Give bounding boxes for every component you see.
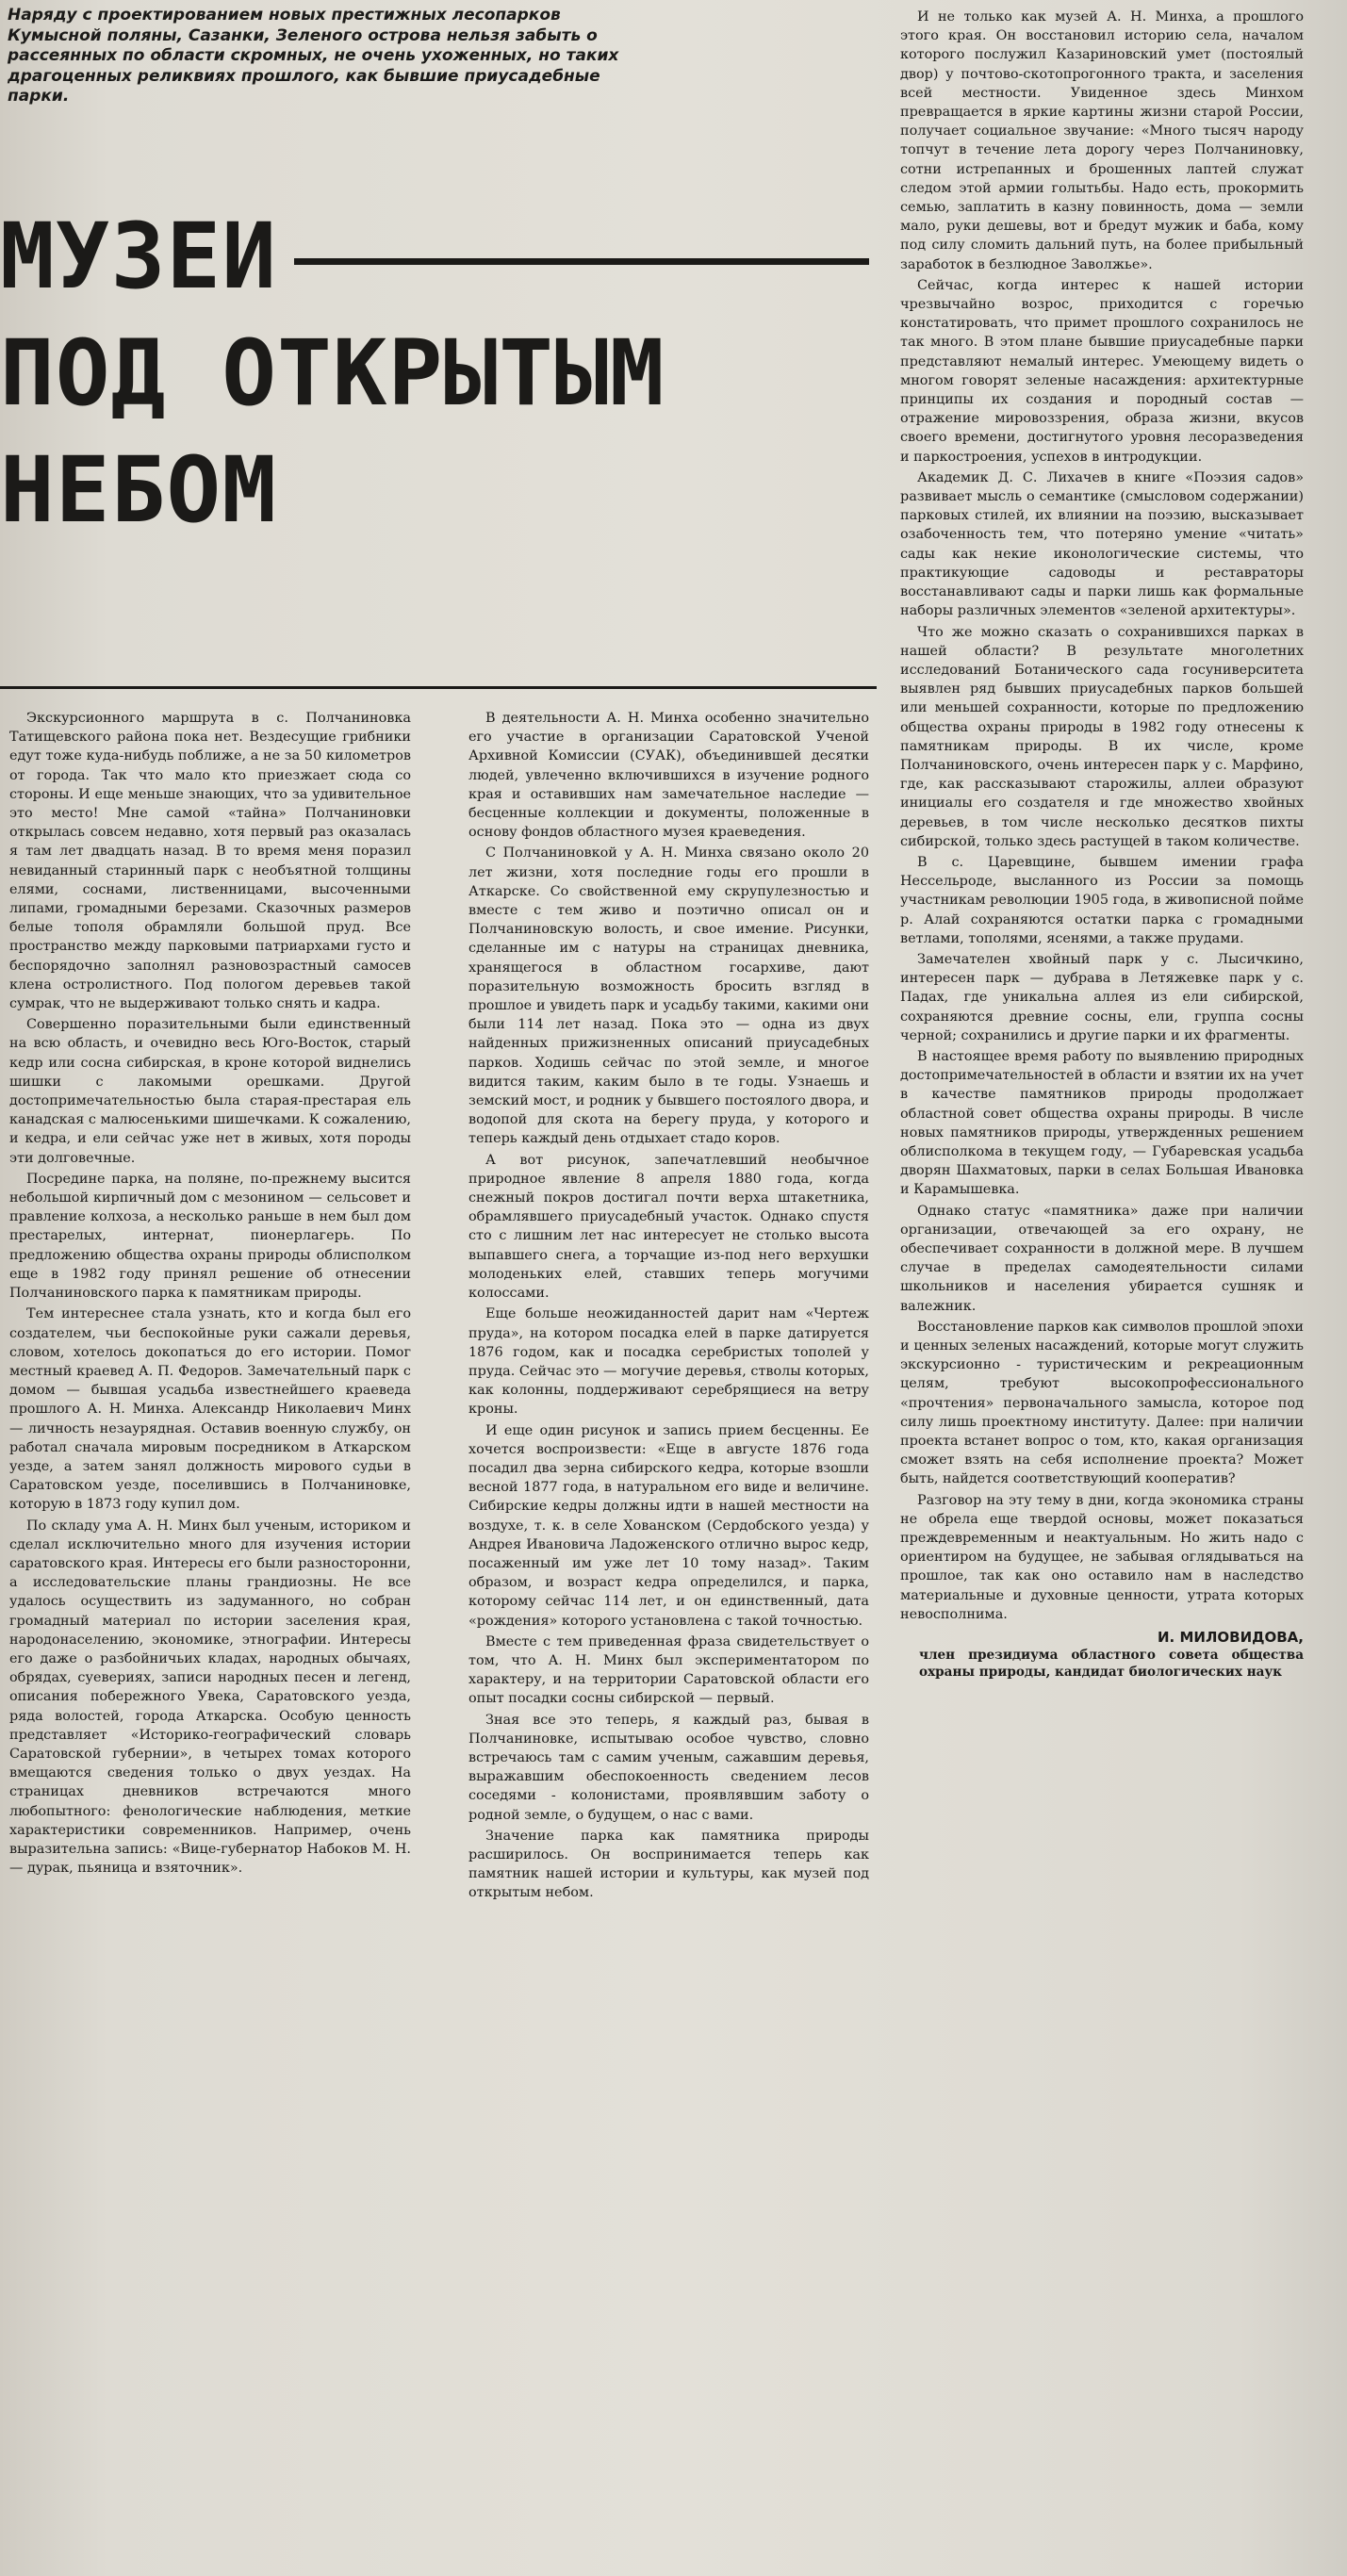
col2-paragraph: Еще больше неожиданностей дарит нам «Чертеж пруда», на котором посадка елей в парке датируется 1876 годом, как и посадка серебристых тополей у пруда. Сейчас это — могучие деревья, стволы которых, как колонны, поддерживают серебрящиеся на ветру кроны. xyxy=(468,1306,869,1418)
col3-paragraph: Академик Д. С. Лихачев в книге «Поэзия садов» развивает мысль о семантике (смысловом содержании) парковых стилей, их влиянии на поэзию, высказывает озабоченность тем, что потеряно умение «читать» сады как некие иконологические системы, что практикующие садоводы и реставраторы восстанавливают сады и парки лишь как формальные наборы различных элементов «зеленой архитектуры». xyxy=(900,469,1304,619)
headline-word-museums: МУЗЕИ xyxy=(0,204,277,309)
headline xyxy=(0,198,877,549)
col3-paragraph: И не только как музей А. Н. Минха, а прошлого этого края. Он восстановил историю села, началом которого послужил Казариновский умет (постоялый двор) у почтово-скотопрогонного тракта, и заселения всей местности. Увиденное здесь Минхом превращается в яркие картины жизни старой России, получает социальное звучание: «Много тысяч народу топчут в течение лета дорогу через Полчаниновку, сотни истрепанных и брошенных лаптей служат следом этой армии голытьбы. Надо есть, прокормить семью, заплатить в казну повинность, дома — земли мало, руки дешевы, вот и бредут мужик и баба, кому под силу сломить дальний путь, на более прибыльный заработок в безлюдное Заволжье». xyxy=(900,9,1304,272)
col2-paragraph: Значение парка как памятника природы расширилось. Он воспринимается теперь как памятник нашей истории и культуры, как музей под открытым небом. xyxy=(468,1828,869,1901)
author-name: И. МИЛОВИДОВА, xyxy=(1157,1629,1304,1647)
lead-paragraph: Наряду с проектированием новых престижных лесопарков Кумысной поляны, Сазанки, Зеленого острова нельзя забыть о рассеянных по области скромных, не очень ухоженных, но таких драгоценных реликвиях прошлого, как бывшие приусадебные парки. xyxy=(8,6,619,106)
col3-paragraph: Замечателен хвойный парк у с. Лысичкино, интересен парк — дубрава в Летяжевке парк у с. Падах, где уникальна аллея из ели сибирской, сохраняются древние сосны, ели, группа сосны черной; сохранились и другие парки и их фрагменты. xyxy=(900,951,1304,1043)
column-1 xyxy=(9,709,411,2556)
column-3 xyxy=(900,8,1304,2556)
col1-paragraph: Совершенно поразительными были единственный на всю область, и очевидно весь Юго-Восток, старый кедр или сосна сибирская, в кроне которой виднелись шишки с лакомыми орешками. Другой достопримечательностью была старая-престарая ель канадская с малюсенькими шишечками. К сожалению, и кедра, и ели сейчас уже нет в живых, хотя породы эти долговечные. xyxy=(9,1017,411,1166)
col2-paragraph: А вот рисунок, запечатлевший необычное природное явление 8 апреля 1880 года, когда снежный покров достигал почти верха штакетника, обрамлявшего приусадебный участок. Однако спустя сто с лишним лет нас интересует не столько высота выпавшего снега, а торчащие из-под него верхушки молоденьких елей, ставших теперь могучими колоссами. xyxy=(468,1152,869,1302)
col3-paragraph: Разговор на эту тему в дни, когда экономика страны не обрела еще твердой основы, может показаться преждевременным и неактуальным. Но жить надо с ориентиром на будущее, не забывая оглядываться на прошлое, так как оно оставило нам в наследство материальные и духовные ценности, утрата которых невосполнима. xyxy=(900,1492,1304,1622)
headline-divider xyxy=(0,686,877,689)
col1-paragraph: Посредине парка, на поляне, по-прежнему высится небольшой кирпичный дом с мезонином — сельсовет и правление колхоза, а несколько раньше в нем был дом престарелых, интернат, пионерлагерь. По предложению общества охраны природы облисполком еще в 1982 году принял решение об отнесении Полчаниновского парка к памятникам природы. xyxy=(9,1171,411,1302)
col3-paragraph: Однако статус «памятника» даже при наличии организации, отвечающей за его охрану, не обеспечивает сохранности в должной мере. В лучшем случае в пределах самодеятельности силами школьников и населения убирается сушняк и валежник. xyxy=(900,1203,1304,1314)
col2-paragraph: В деятельности А. Н. Минха особенно значительно его участие в организации Саратовской Ученой Архивной Комиссии (СУАК), объединившей десятки людей, увлеченно включившихся в изучение родного края и оставивших нам замечательное наследие — бесценные коллекции и документы, положенные в основу фондов областного музея краеведения. xyxy=(468,711,869,841)
col2-paragraph: С Полчаниновкой у А. Н. Минха связано около 20 лет жизни, хотя последние годы его прошли в Аткарске. Со свойственной ему скрупулезностью и вместе с тем живо и поэтично описал он и Полчаниновскую волость, и свое имение. Рисунки, сделанные им с натуры на страницах дневника, хранящегося в областном госархиве, дают поразительную возможность бросить взгляд в прошлое и увидеть парк и усадьбу такими, какими они были 114 лет назад. Пока это — одна из двух найденных прижизненных описаний приусадебных парков. Ходишь сейчас по этой земле, и многое видится таким, каким было в те годы. Узнаешь и земский мост, и родник у бывшего постоялого двора, и водопой для скота на берегу пруда, у которого и теперь каждый день отдыхает стадо коров. xyxy=(468,845,869,1147)
col3-paragraph: Восстановление парков как символов прошлой эпохи и ценных зеленых насаждений, которые могут служить экскурсионно - туристическим и рекреационным целям, требуют высокопрофессионального «прочтения» первоначального замысла, которое под силу лишь проектному институту. Далее: при наличии проекта встанет вопрос о том, кто, какая организация сможет взять на себя исполнение проекта? Может быть, найдется соответствующий кооператив? xyxy=(900,1319,1304,1487)
headline-line-2 xyxy=(0,315,877,432)
column-2 xyxy=(468,709,869,2556)
col2-paragraph: И еще один рисунок и запись прием бесценны. Ее хочется воспроизвести: «Еще в августе 1876 года посадил два зерна сибирского кедра, которые взошли весной 1877 года, в натуральном его виде и величине. Сибирские кедры должны идти в нашей местности на воздухе, т. к. в селе Хованском (Сердобского уезда) у Андрея Ивановича Ладоженского отлично вырос кедр, посаженный им уже лет 10 тому назад». Таким образом, и возраст кедра определился, и парка, которому сейчас 114 лет, и он единственный, дата «рождения» которого установлена с такой точностью. xyxy=(468,1422,869,1629)
headline-word-sky: НЕБОМ xyxy=(0,437,277,543)
col2-paragraph: Вместе с тем приведенная фраза свидетельствует о том, что А. Н. Минх был экспериментатором по характеру, и на территории Саратовской области его опыт посадки сосны сибирской — первый. xyxy=(468,1633,869,1707)
headline-line-3 xyxy=(0,432,877,549)
col1-paragraph: Экскурсионного маршрута в с. Полчаниновка Татищевского района пока нет. Вездесущие грибники едут тоже куда-нибудь поближе, а не за 50 километров от города. Так что мало кто приезжает сюда со стороны. И еще меньше знающих, что за удивительное это место! Мне самой «тайна» Полчаниновки открылась совсем недавно, хотя первый раз оказалась я там лет двадцать назад. В то время меня поразил невиданный старинный парк с необъятной толщины елями, соснами, лиственницами, высоченными липами, громадными березами. Сказочных размеров белые тополя обрамляли большой пруд. Все пространство между парковыми патриархами густо и беспорядочно заполнял разновозрастный самосев клена остролистного. Под пологом деревьев такой сумрак, что не выдерживают только снять и кадра. xyxy=(9,711,411,1012)
col1-paragraph: По складу ума А. Н. Минх был ученым, историком и сделал исключительно много для изучения истории саратовского края. Интересы его были разносторонни, а исследовательские планы грандиозны. Не все удалось осуществить из задуманного, но собран громадный материал по истории заселения края, народонаселению, экономике, этнографии. Интересы его даже о разбойничьих кладах, народных обычаях, обрядах, суевериях, записи народных песен и легенд, описания побережного Увека, Саратовского уезда, ряда волостей, города Аткарска. Особую ценность представляет «Историко-географический словарь Саратовской губернии», в четырех томах которого вмещаются сведения только о двух уездах. На страницах дневников встречаются много любопытного: фенологические наблюдения, меткие характеристики современников. Например, очень выразительна запись: «Вице-губернатор Набоков М. Н. — дурак, пьяница и взяточник». xyxy=(9,1518,411,1877)
col1-paragraph: Тем интереснее стала узнать, кто и когда был его создателем, чьи беспокойные руки сажали деревья, словом, хотелось докопаться до его истории. Помог местный краевед А. П. Федоров. Замечательный парк с домом — бывшая усадьба известнейшего краеведа прошлого А. Н. Минха. Александр Николаевич Минх — личность незаурядная. Оставив военную службу, он работал сначала мировым посредником в Аткарском уезде, а затем занял должность мирового судьи в Саратовском уезде, поселившись в Полчаниновке, которую в 1873 году купил дом. xyxy=(9,1306,411,1513)
col3-paragraph: В с. Царевщине, бывшем имении графа Нессельроде, высланного из России за помощь участникам революции 1905 года, в живописной пойме р. Алай сохраняются остатки парка с громадными ветлами, тополями, ясенями, а также прудами. xyxy=(900,854,1304,946)
col3-paragraph: В настоящее время работу по выявлению природных достопримечательностей в области и взятии их на учет в качестве памятников природы продолжает областной совет общества охраны природы. В числе новых памятников природы, утвержденных решением облисполкома в текущем году, — Губаревская усадьба дворян Шахматовых, парки в селах Большая Ивановка и Карамышевка. xyxy=(900,1048,1304,1198)
headline-rule xyxy=(294,258,869,265)
col2-paragraph: Зная все это теперь, я каждый раз, бывая в Полчаниновке, испытываю особое чувство, словно встречаюсь там с самим ученым, сажавшим деревья, выражавшим обеспокоенность сведением лесов соседями - колонистами, проявлявшим заботу о родной земле, о будущем, о нас с вами. xyxy=(468,1712,869,1823)
col3-paragraph: Сейчас, когда интерес к нашей истории чрезвычайно возрос, приходится с горечью констатировать, что примет прошлого сохранилось не так много. В этом плане бывшие приусадебные парки представляют немалый интерес. Умеющему видеть о многом говорят зеленые насаждения: архитектурные принципы их создания и породный состав — отражение мировоззрения, образа жизни, вкусов своего времени, достигнутого уровня лесоразведения и паркостроения, успехов в интродукции. xyxy=(900,277,1304,465)
col3-paragraph: Что же можно сказать о сохранившихся парках в нашей области? В результате многолетних исследований Ботанического сада госуниверситета выявлен ряд бывших приусадебных парков большей или меньшей сохранности, которые по предложению общества охраны природы в 1982 году отнесены к памятникам природы. В их числе, кроме Полчаниновского, очень интересен парк у с. Марфино, где, как рассказывают старожилы, аллеи образуют инициалы его создателя и где множество хвойных деревьев, в том числе несколько десятков пихты сибирской, только здесь растущей в таком количестве. xyxy=(900,624,1304,849)
author-role: член президиума областного совета общества охраны природы, кандидат биологических наук xyxy=(919,1648,1304,1681)
headline-line-1 xyxy=(0,198,877,315)
headline-word-open: ПОД ОТКРЫТЫМ xyxy=(0,320,665,426)
